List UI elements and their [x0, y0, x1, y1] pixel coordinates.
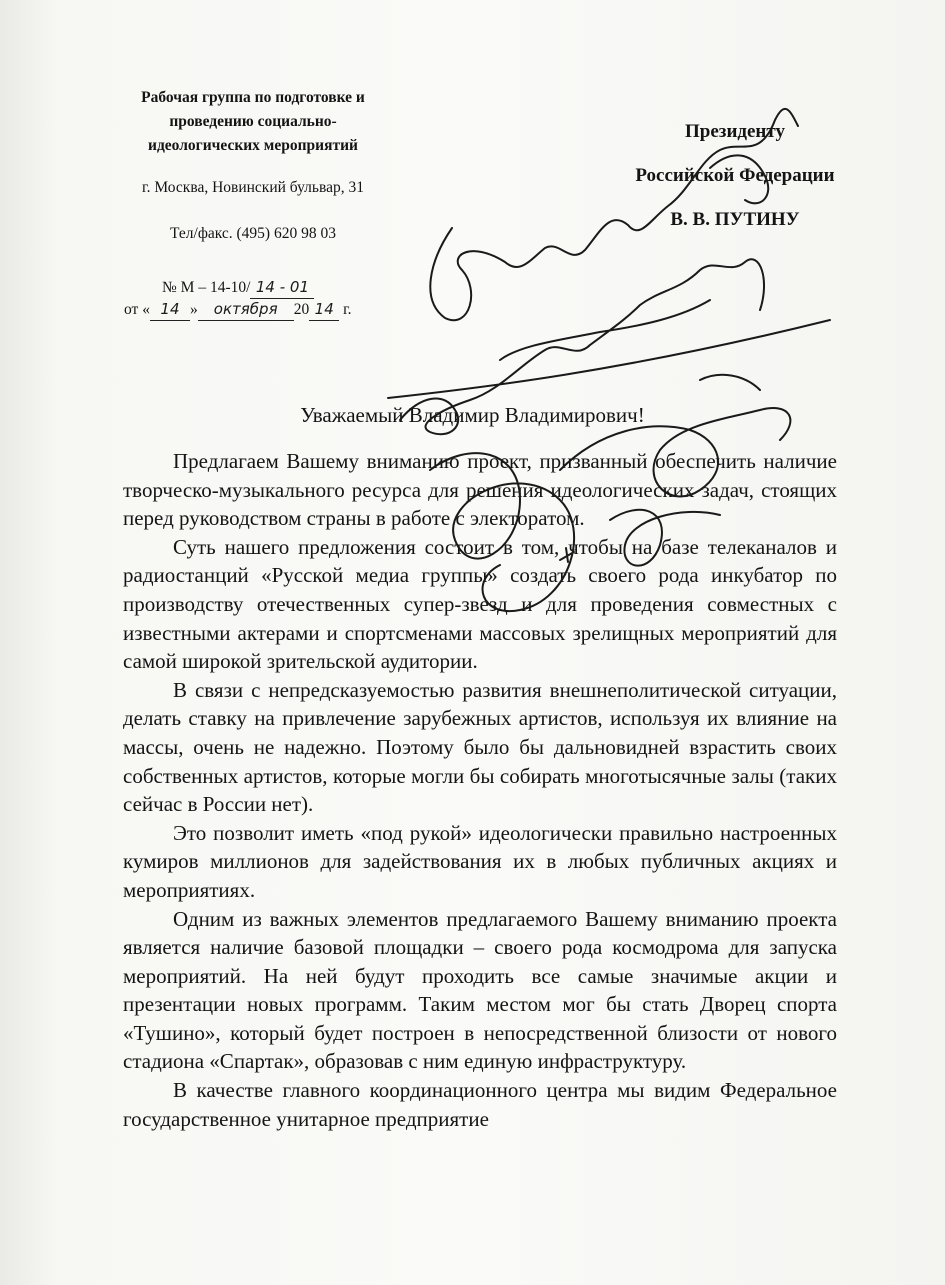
recipient-title: Президенту — [685, 121, 785, 142]
body-paragraph: Суть нашего предложения состоит в том, чтобы на базе телеканалов и радиостанций «Русской медиа группы» создать своего рода инкубатор по производству отечественных супер-звезд и для проведения совместных с известными актерами и спортсменами массовых зрелищных мероприятий для самой широкой зрительской аудитории. — [123, 534, 837, 674]
registration-number — [162, 276, 314, 299]
date-day: 14 — [150, 298, 190, 321]
sender-org-line: Рабочая группа по подготовке и — [141, 89, 365, 106]
sender-org-line: идеологических мероприятий — [148, 137, 358, 154]
body-paragraph: Предлагаем Вашему вниманию проект, призванный обеспечить наличие творческо-музыкального ресурса для решения идеологических задач, стоящих перед руководством страны в работе с электоратом. — [123, 449, 837, 531]
letter-body — [123, 447, 837, 1133]
sender-organization — [108, 86, 398, 158]
date-quote-close: » — [189, 301, 198, 318]
body-paragraph: В связи с непредсказуемостью развития внешнеполитической ситуации, делать ставку на привлечение зарубежных артистов, используя их влияние на массы, очень не надежно. Поэтому было бы дальновидней взрастить своих собственных артистов, которые могли бы собирать многотысячные залы (таких сейчас в России нет). — [123, 677, 837, 817]
registration-number-prefix: № М – 14-10/ — [162, 279, 251, 296]
sender-address: г. Москва, Новинский бульвар, 31 — [142, 179, 364, 196]
date-year-prefix: 20 — [293, 301, 310, 318]
recipient-country: Российской Федерации — [635, 165, 835, 186]
greeting: Уважаемый Владимир Владимирович! — [300, 403, 645, 427]
date-year: 14 — [309, 298, 339, 321]
date-from-label: от « — [124, 301, 150, 318]
sender-org-line: проведению социально- — [169, 113, 337, 130]
body-paragraph: В качестве главного координационного центра мы видим Федеральное государственное унитарное предприятие — [123, 1078, 837, 1131]
body-paragraph: Это позволит иметь «под рукой» идеологически правильно настроенных кумиров миллионов для задействования их в любых публичных акциях и мероприятиях. — [123, 820, 837, 902]
date-suffix: г. — [343, 301, 352, 318]
registration-date — [124, 298, 352, 321]
body-paragraph: Одним из важных элементов предлагаемого Вашему вниманию проекта является наличие базовой площадки – своего рода космодрома для запуска мероприятий. На ней будут проходить все самые значимые акции и презентации новых программ. Таким местом мог бы стать Дворец спорта «Тушино», который будет построен в непосредственной близости от нового стадиона «Спартак», образовав с ним единую инфраструктуру. — [123, 906, 837, 1074]
recipient-block — [585, 110, 885, 242]
sender-phone: Тел/факс. (495) 620 98 03 — [170, 225, 336, 242]
recipient-name: В. В. ПУТИНУ — [670, 209, 800, 230]
sender-block — [108, 86, 398, 246]
registration-number-handwritten: 14 - 01 — [250, 276, 314, 299]
date-month: октября — [198, 298, 294, 321]
